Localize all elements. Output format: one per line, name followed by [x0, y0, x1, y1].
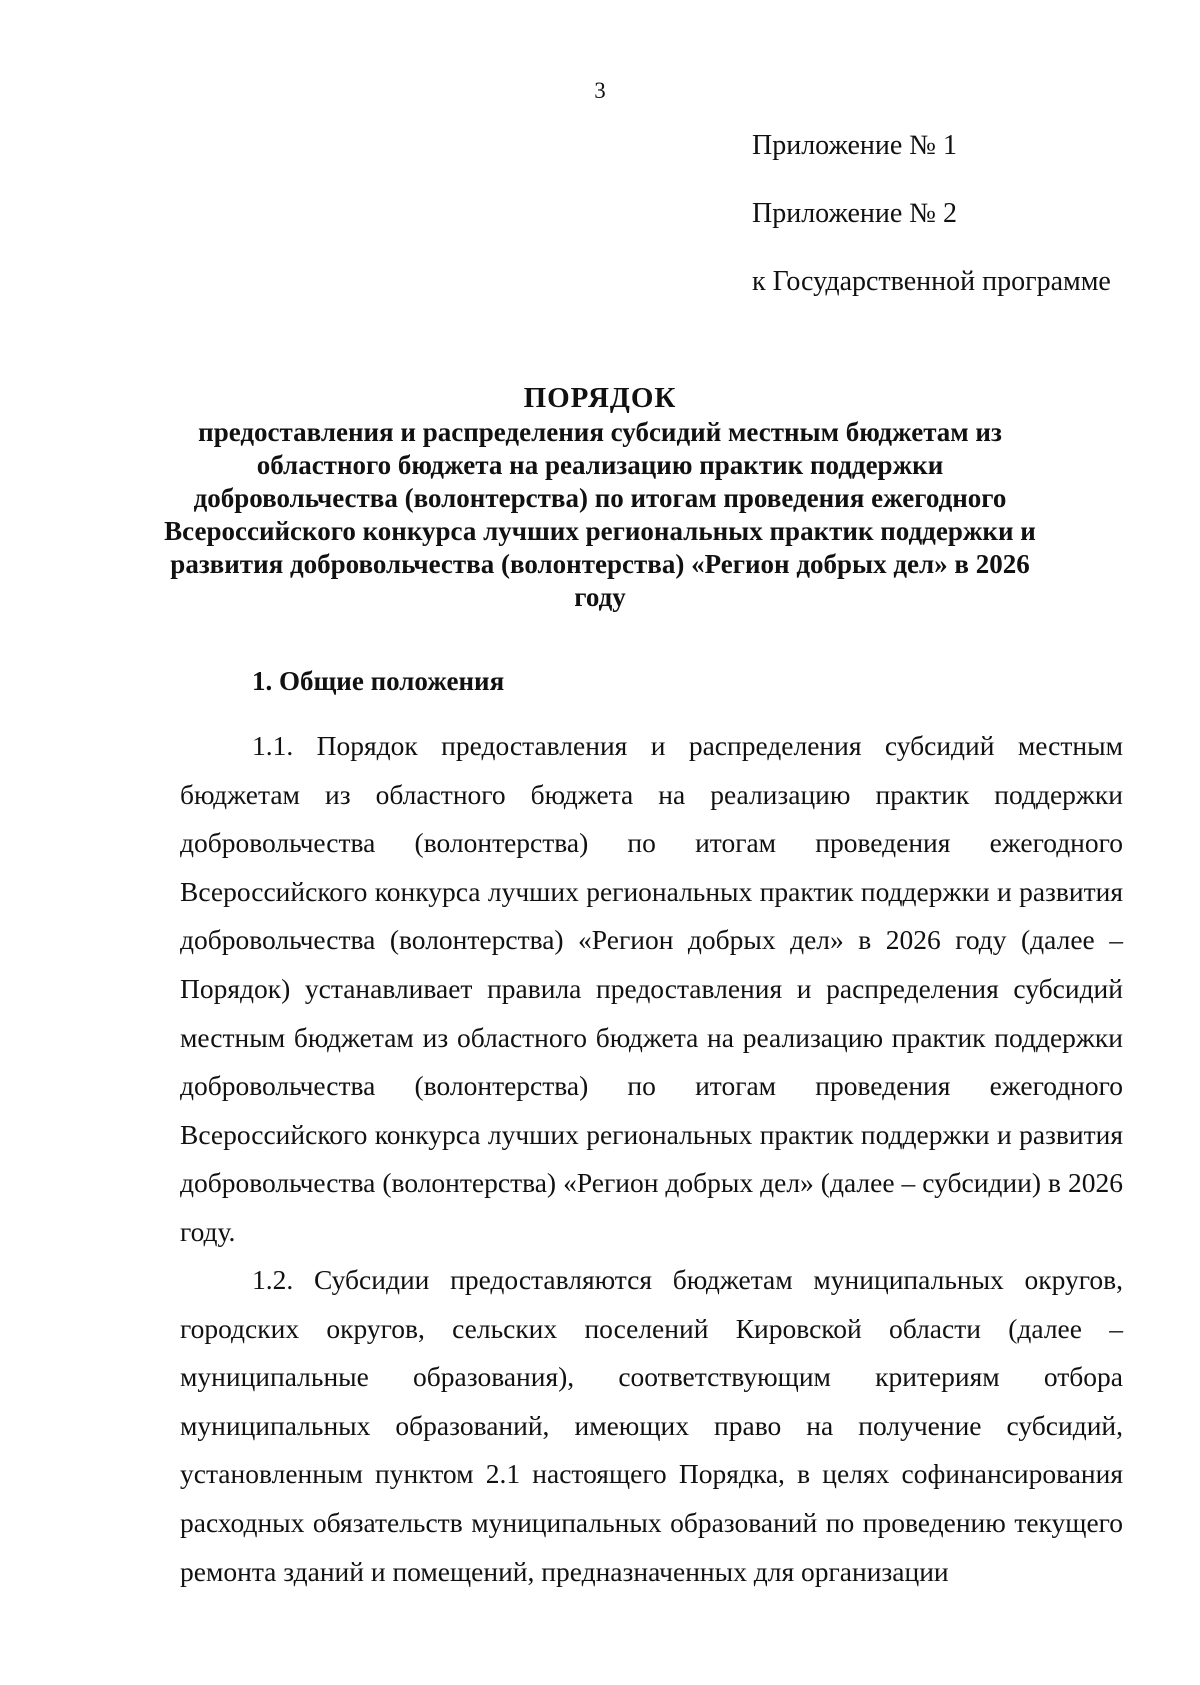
page-number: 3	[594, 78, 606, 103]
paragraph-1-1: 1.1. Порядок предоставления и распределения субсидий местным бюджетам из областного бюджета на реализацию практик поддержки добровольчества (волонтерства) по итогам проведения ежегодного Всероссийского конкурса лучших региональных практик поддержки и развития добровольчества (волонтерства) «Регион добрых дел» в 2026 году (далее – Порядок) устанавливает правила предоставления и распределения субсидий местным бюджетам из областного бюджета на реализацию практик поддержки добровольчества (волонтерства) по итогам проведения ежегодного Всероссийского конкурса лучших региональных практик поддержки и развития добровольчества (волонтерства) «Регион добрых дел» (далее – субсидии) в 2026 году.	[180, 730, 1123, 1247]
section-heading: 1. Общие положения	[252, 666, 505, 696]
annex-line-1: Приложение № 1	[752, 130, 957, 161]
annex-line-2: Приложение № 2	[752, 198, 957, 229]
annex-line-3: к Государственной программе	[752, 266, 1111, 297]
document-title-block	[150, 380, 1050, 614]
document-subtitle: предоставления и распределения субсидий местным бюджетам из областного бюджета на реализацию практик поддержки добровольчества (волонтерства) по итогам проведения ежегодного Всероссийского конкурса лучших региональных практик поддержки и развития добровольчества (волонтерства) «Регион добрых дел» в 2026 году	[164, 417, 1036, 612]
paragraph-1-2: 1.2. Субсидии предоставляются бюджетам муниципальных округов, городских округов, сельских поселений Кировской области (далее – муниципальные образования), соответствующим критериям отбора муниципальных образований, имеющих право на получение субсидий, установленным пунктом 2.1 настоящего Порядка, в целях софинансирования расходных обязательств муниципальных образований по проведению текущего ремонта зданий и помещений, предназначенных для организации	[180, 1264, 1123, 1587]
document-title: ПОРЯДОК	[523, 382, 677, 414]
